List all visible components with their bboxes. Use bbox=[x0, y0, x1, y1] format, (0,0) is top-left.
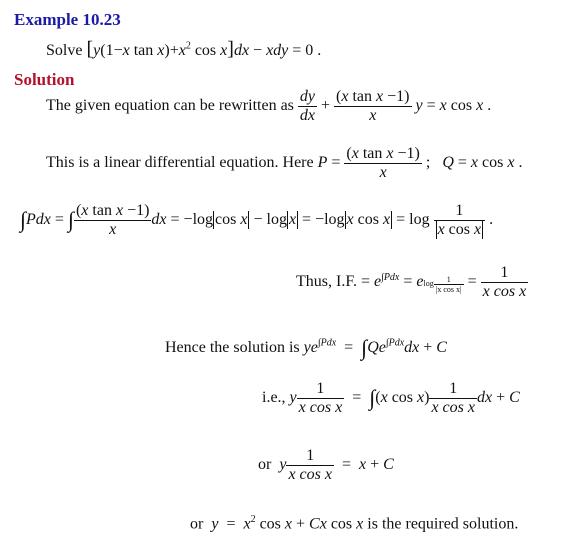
ie-label: i.e., bbox=[262, 389, 286, 407]
rewritten-equation: The given equation can be rewritten as $\frac{dy}{dx}$ + $\frac{\text{(x tan x −1)}}{x}$ y = x cos x . bbox=[46, 88, 492, 124]
linear-label: This is a linear differential equation. Here bbox=[46, 154, 314, 172]
solution-heading: Solution bbox=[14, 70, 75, 89]
general-solution-line: Hence the solution is $ye^{\int Pdx} = \int Qe^{\int Pdx}dx + C$ bbox=[165, 335, 447, 360]
problem-statement bbox=[46, 38, 321, 61]
if-fraction: $\frac{1}{\text{x cos x}}$ bbox=[482, 264, 527, 300]
coefficient-fraction: $\frac{\text{(x tan x −1)}}{x}$ bbox=[336, 88, 410, 124]
if-label: Thus, I.F. = bbox=[296, 273, 370, 291]
or-label-2: or bbox=[190, 515, 204, 533]
rewritten-label: The given equation can be rewritten as bbox=[46, 97, 294, 115]
ie-fraction-right: $\frac{1}{\text{x cos x}}$ bbox=[431, 380, 475, 416]
simplified-solution-line: or y $\frac{1}{\text{x cos x}}$ = x + C bbox=[258, 447, 394, 483]
or-fraction: $\frac{1}{\text{x cos x}}$ bbox=[288, 447, 332, 483]
problem-equation: [y(1−x $\tan x)+x^2$ cos x]dx − xdy = 0 . bbox=[86, 38, 322, 60]
or-label-1: or bbox=[258, 456, 272, 474]
solve-label: Solve bbox=[46, 42, 83, 59]
integrand-fraction: $\frac{\text{(x tan x −1)}}{x}$ bbox=[75, 202, 150, 238]
log-fraction: $\frac{1}{\text{x cos x}}$ bbox=[434, 202, 486, 239]
substituted-solution-line: i.e., y $\frac{1}{\text{x cos x}}$ = ∫(x cos x) $\frac{1}{\text{x cos x}}$ dx + C bbox=[262, 380, 520, 416]
example-heading: Example 10.23 bbox=[14, 10, 121, 29]
integral-p-line: ∫Pdx = ∫ $\frac{\text{(x tan x −1)}}{x}$ dx = −log cos x − log x = −log x cos x = log $\frac{1}{\text{x cos x}}$ . bbox=[20, 202, 494, 238]
p-fraction: $\frac{\text{(x tan x −1)}}{x}$ bbox=[346, 145, 420, 181]
final-solution-line: or $y = x^2$ cos x + Cx cos x is the required solution. bbox=[190, 514, 519, 533]
integrating-factor-line: Thus, I.F. = $e^{\int Pdx} = elog$ $\frac{1}{\text{|x cos x|}}$ = $\frac{1}{\text{x cos x}}$ bbox=[296, 264, 527, 300]
dy-dx-fraction: $\frac{dy}{dx}$ bbox=[299, 88, 316, 124]
hence-label: Hence the solution is bbox=[165, 339, 300, 356]
ie-fraction-left: $\frac{1}{\text{x cos x}}$ bbox=[298, 380, 343, 416]
required-solution-label: is the required solution. bbox=[367, 515, 519, 533]
linear-equation-line: This is a linear differential equation. Here P = $\frac{\text{(x tan x −1)}}{x}$ ; Q = x cos x . bbox=[46, 145, 523, 181]
